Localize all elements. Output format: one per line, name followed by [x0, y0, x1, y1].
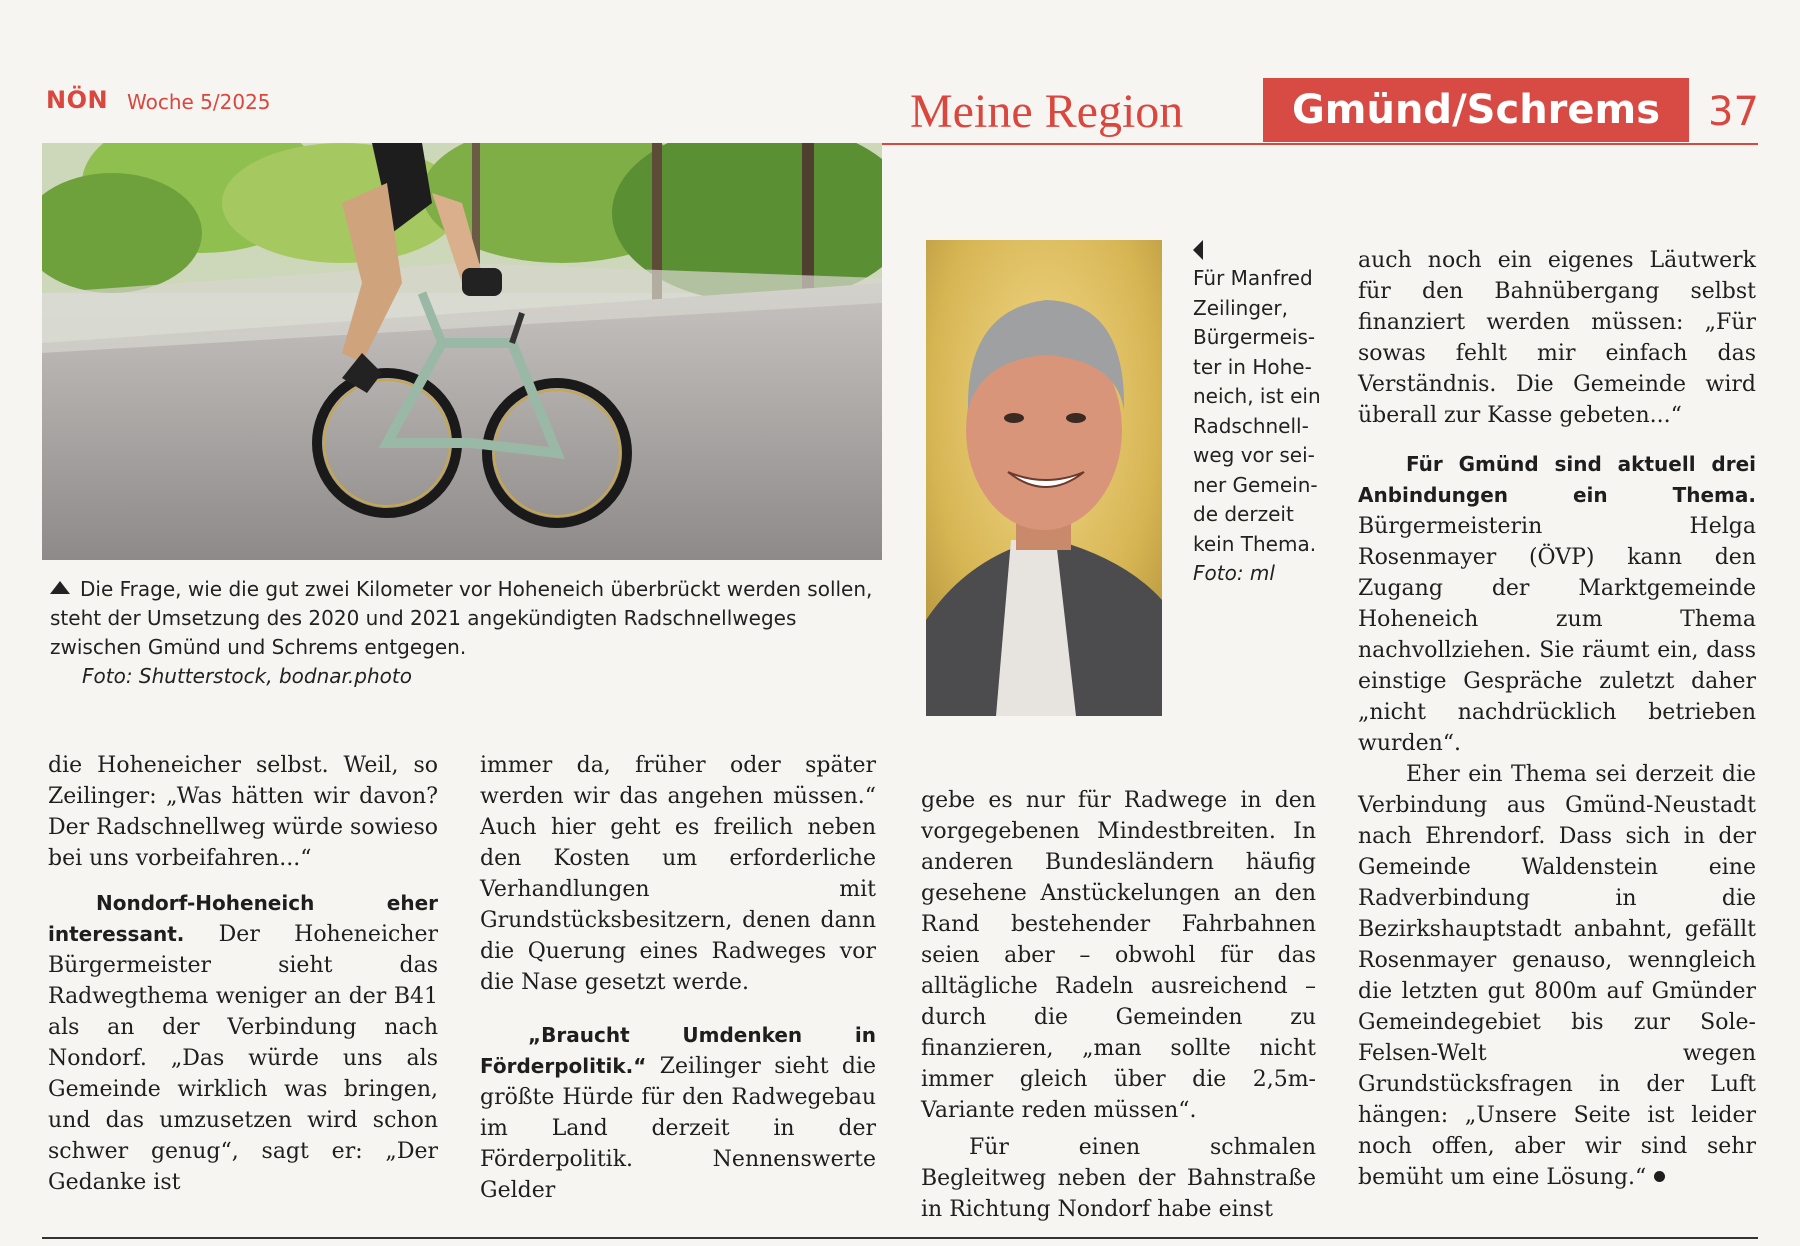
article-paragraph: immer da, früher oder später werden wir das angehen müssen.“ Auch hier geht es freilich neben den Kosten um erforderliche Verhandlungen mit Grundstücksbesitzern, denen dann die Querung eines Radweges vor die Nase gesetzt werde. — [480, 753, 876, 995]
photo-caption — [50, 575, 890, 691]
article-paragraph: die Hoheneicher selbst. Weil, so Zeilinger: „Was hätten wir davon? Der Radschnellweg würde sowieso bei uns vorbeifahren...“ — [48, 753, 438, 871]
portrait-caption-line: Bürgermeis- — [1193, 325, 1316, 349]
portrait-caption-line: de derzeit — [1193, 502, 1294, 526]
page-number: 37 — [1708, 89, 1759, 135]
end-of-article-icon — [1654, 1171, 1665, 1182]
portrait-caption-line: ner Gemein- — [1193, 472, 1318, 497]
portrait-caption — [1193, 240, 1333, 589]
portrait-caption-line: Für Manfred — [1193, 266, 1313, 290]
portrait-caption-line: Radschnell- — [1193, 413, 1309, 438]
portrait-caption-line: ter in Hohe- — [1193, 354, 1312, 379]
article-column-1 — [48, 750, 438, 1198]
article-column-2 — [480, 750, 876, 1206]
article-paragraph — [1358, 449, 1756, 759]
paragraph-text: Der Hoheneicher Bürgermeister sieht das Radwegthema weniger an der B41 als an der Verbindung nach Nondorf. „Das würde uns als Gemeinde wirklich was bringen, und das umzusetzen wird schon schwer genug“, sagt er: „Der Gedanke ist — [48, 922, 438, 1195]
paragraph-text: Zeilinger sieht die größte Hürde für den Radwegebau im Land derzeit in der Förderpolitik. Nennenswerte Gelder — [480, 1054, 876, 1203]
article-paragraph: auch noch ein eigenes Läutwerk für den Bahnübergang selbst finanziert werden müssen: „Für sowas fehlt mir einfach das Verständnis. Die Gemeinde wird überall zur Kasse gebeten...“ — [1358, 248, 1756, 428]
footer-rule — [42, 1237, 1758, 1239]
caption-triangle-icon — [50, 581, 70, 594]
caption-pointer-icon — [1193, 240, 1203, 260]
article-paragraph: gebe es nur für Radwege in den vorgegebenen Mindestbreiten. In anderen Bundesländern häufig gesehene Anstückelungen an den Rand bestehender Fahrbahnen seien aber – obwohl für das alltägliche Radeln ausreichend – durch die Gemeinden zu finanzieren, „man sollte nicht immer gleich über die 2,5m-Variante reden müssen“. — [921, 788, 1316, 1123]
article-paragraph: Für einen schmalen Begleitweg neben der Bahnstraße in Richtung Nondorf habe einst — [921, 1135, 1316, 1222]
subheading: Für Gmünd sind aktuell drei Anbindungen ein Thema. — [1358, 452, 1756, 507]
subheading: „Braucht Umdenken in Förderpolitik.“ — [480, 1023, 876, 1078]
portrait-photo — [926, 240, 1162, 716]
region-banner: Gmünd/Schrems — [1263, 78, 1689, 142]
paragraph-text: Bürgermeisterin Helga Rosenmayer (ÖVP) kann den Zugang der Marktgemeinde Hoheneich zum Thema nachvollziehen. Sie räumt ein, dass einstige Gespräche zuletzt daher „nicht nachdrücklich betrieben wurden“. — [1358, 514, 1756, 756]
article-paragraph — [1358, 759, 1756, 1193]
caption-credit: Foto: Shutterstock, bodnar.photo — [82, 664, 412, 688]
paragraph-text: Eher ein Thema sei derzeit die Verbindung aus Gmünd-Neustadt nach Ehrendorf. Dass sich in der Gemeinde Waldenstein eine Radverbindung in die Bezirkshauptstadt anbahnt, gefällt Rosenmayer genauso, wenngleich die letzten gut 800m auf Gmünder Gemeindegebiet bis zur Sole-Felsen-Welt wegen Grundstücksfragen in der Luft hängen: „Unsere Seite ist leider noch offen, aber wir sind sehr bemüht um eine Lösung.“ — [1358, 762, 1756, 1190]
subheading: Nondorf-Hoheneich eher interessant. — [48, 891, 438, 946]
portrait-caption-line: weg vor sei- — [1193, 443, 1315, 467]
issue-label: Woche 5/2025 — [127, 90, 271, 114]
caption-text: Die Frage, wie die gut zwei Kilometer vor Hoheneich überbrückt werden sollen, steht der Umsetzung des 2020 und 2021 angekündigten Radschnellweges zwischen Gmünd und Schrems entgegen. — [50, 577, 873, 659]
newspaper-brand: NÖN — [46, 86, 109, 114]
article-paragraph — [48, 888, 438, 1198]
article-paragraph — [480, 1020, 876, 1206]
cyclist-photo — [42, 143, 882, 560]
portrait-caption-line: Zeilinger, — [1193, 295, 1288, 320]
section-title: Meine Region — [910, 85, 1184, 138]
portrait-caption-credit: Foto: ml — [1193, 561, 1275, 585]
portrait-caption-line: kein Thema. — [1193, 531, 1317, 556]
portrait-caption-line: neich, ist ein — [1193, 384, 1321, 408]
article-column-3 — [921, 785, 1316, 1225]
article-column-4 — [1358, 245, 1756, 1193]
